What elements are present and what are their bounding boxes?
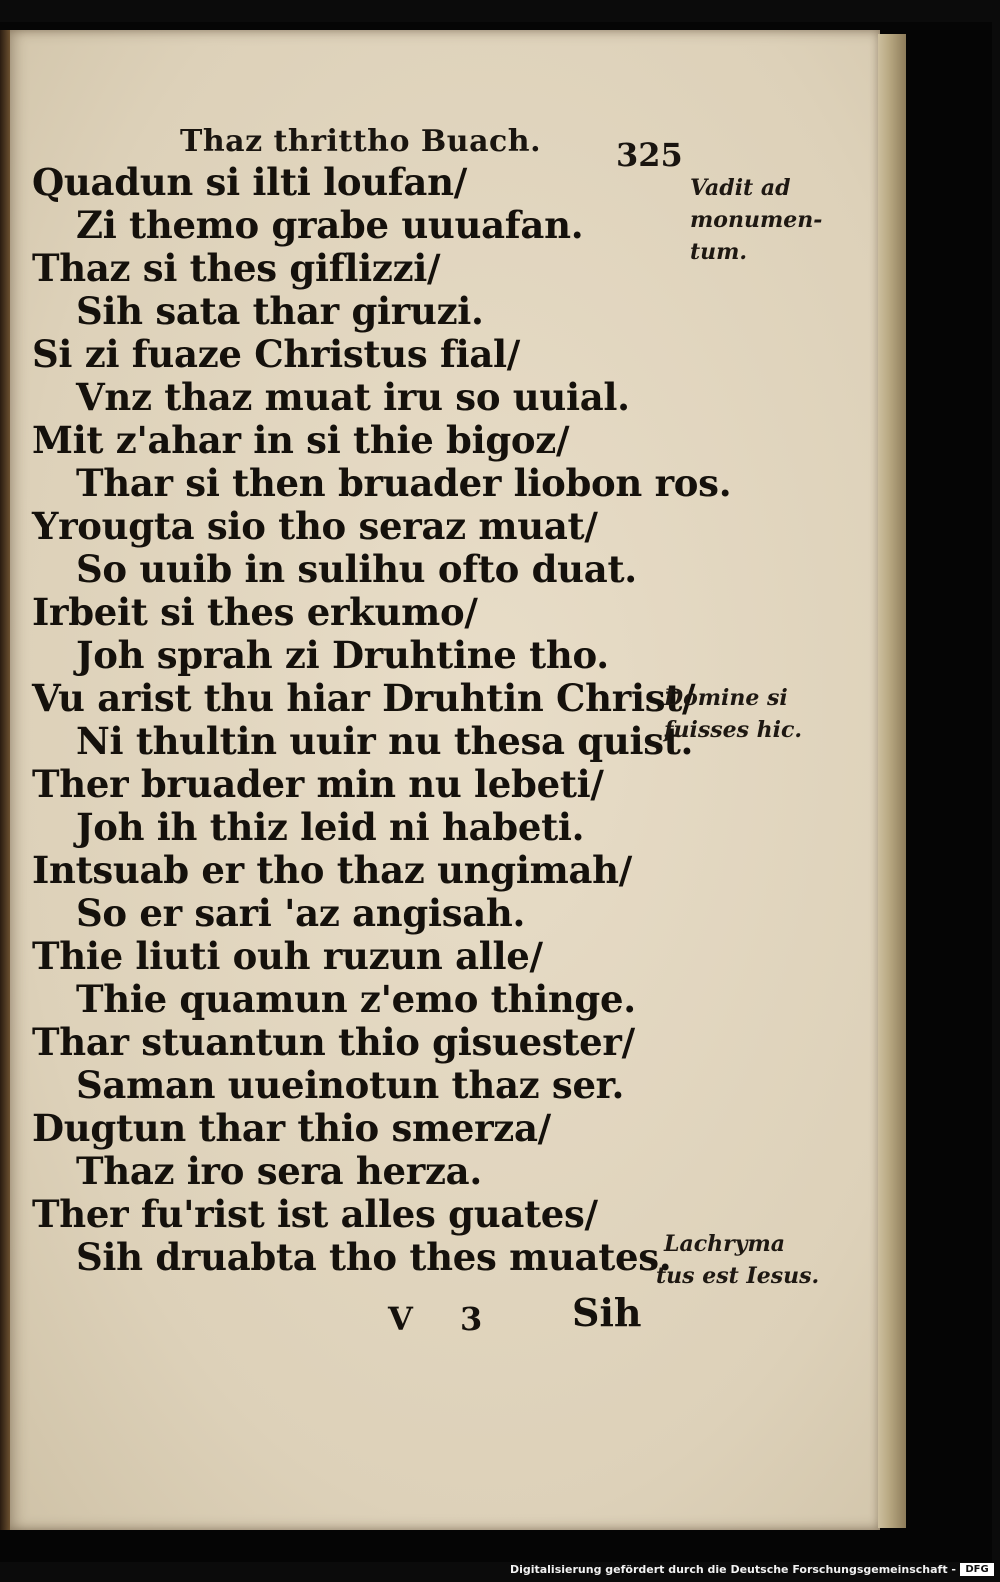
verse-line: Thie quamun z'emo thinge. <box>76 977 636 1021</box>
verse-line: So uuib in sulihu ofto duat. <box>76 547 637 591</box>
page-gutter <box>0 30 10 1530</box>
verse-line: Saman uueinotun thaz ser. <box>76 1063 625 1107</box>
verse-line: Joh ih thiz leid ni habeti. <box>76 805 585 849</box>
verse-line: Ther fu'rist ist alles guates/ <box>32 1192 598 1236</box>
catchword: Sih <box>572 1290 642 1335</box>
margin-note-domine: Domine si fuisses hic. <box>664 685 803 743</box>
verse-line: Mit z'ahar in si thie bigoz/ <box>32 418 570 462</box>
running-title: Thaz thrittho Buach. <box>180 124 542 159</box>
verse-line: Quadun si ilti loufan/ <box>32 160 467 204</box>
verse-line: Joh sprah zi Druhtine tho. <box>76 633 609 677</box>
verse-line: Irbeit si thes erkumo/ <box>32 590 478 634</box>
page-edge <box>878 34 906 1528</box>
page-number: 325 <box>616 136 683 174</box>
verse-line: Thaz iro sera herza. <box>76 1149 482 1193</box>
verse-line: Ni thultin uuir nu thesa quist. <box>76 719 694 763</box>
verse-line: Vnz thaz muat iru so uuial. <box>76 375 630 419</box>
dfg-logo: DFG <box>960 1563 994 1576</box>
verse-line: Intsuab er tho thaz ungimah/ <box>32 848 632 892</box>
verse-line: Zi themo grabe uuuafan. <box>76 203 584 247</box>
verse-line: Si zi fuaze Christus fial/ <box>32 332 520 376</box>
verse-line: Thie liuti ouh ruzun alle/ <box>32 934 543 978</box>
margin-note-lachryma: Lachryma tus est Iesus. <box>656 1231 820 1289</box>
verse-line: Sih druabta tho thes muates. <box>76 1235 672 1279</box>
verse-line: Vu arist thu hiar Druhtin Christ/ <box>32 676 696 720</box>
verse-line: So er sari 'az angisah. <box>76 891 526 935</box>
verse-line: Sih sata thar giruzi. <box>76 289 484 333</box>
verse-line: Yrougta sio tho seraz muat/ <box>32 504 598 548</box>
verse-line: Thaz si thes giflizzi/ <box>32 246 441 290</box>
digitization-credit: Digitalisierung gefördert durch die Deutsche Forschungsgemeinschaft - <box>509 1563 956 1576</box>
verse-line: Thar si then bruader liobon ros. <box>76 461 732 505</box>
margin-note-vadit: Vadit ad monumen- tum. <box>690 175 823 265</box>
verse-line: Ther bruader min nu lebeti/ <box>32 762 604 806</box>
signature-mark: V 3 <box>388 1300 501 1338</box>
verse-line: Dugtun thar thio smerza/ <box>32 1106 551 1150</box>
verse-line: Thar stuantun thio gisuester/ <box>32 1020 635 1064</box>
